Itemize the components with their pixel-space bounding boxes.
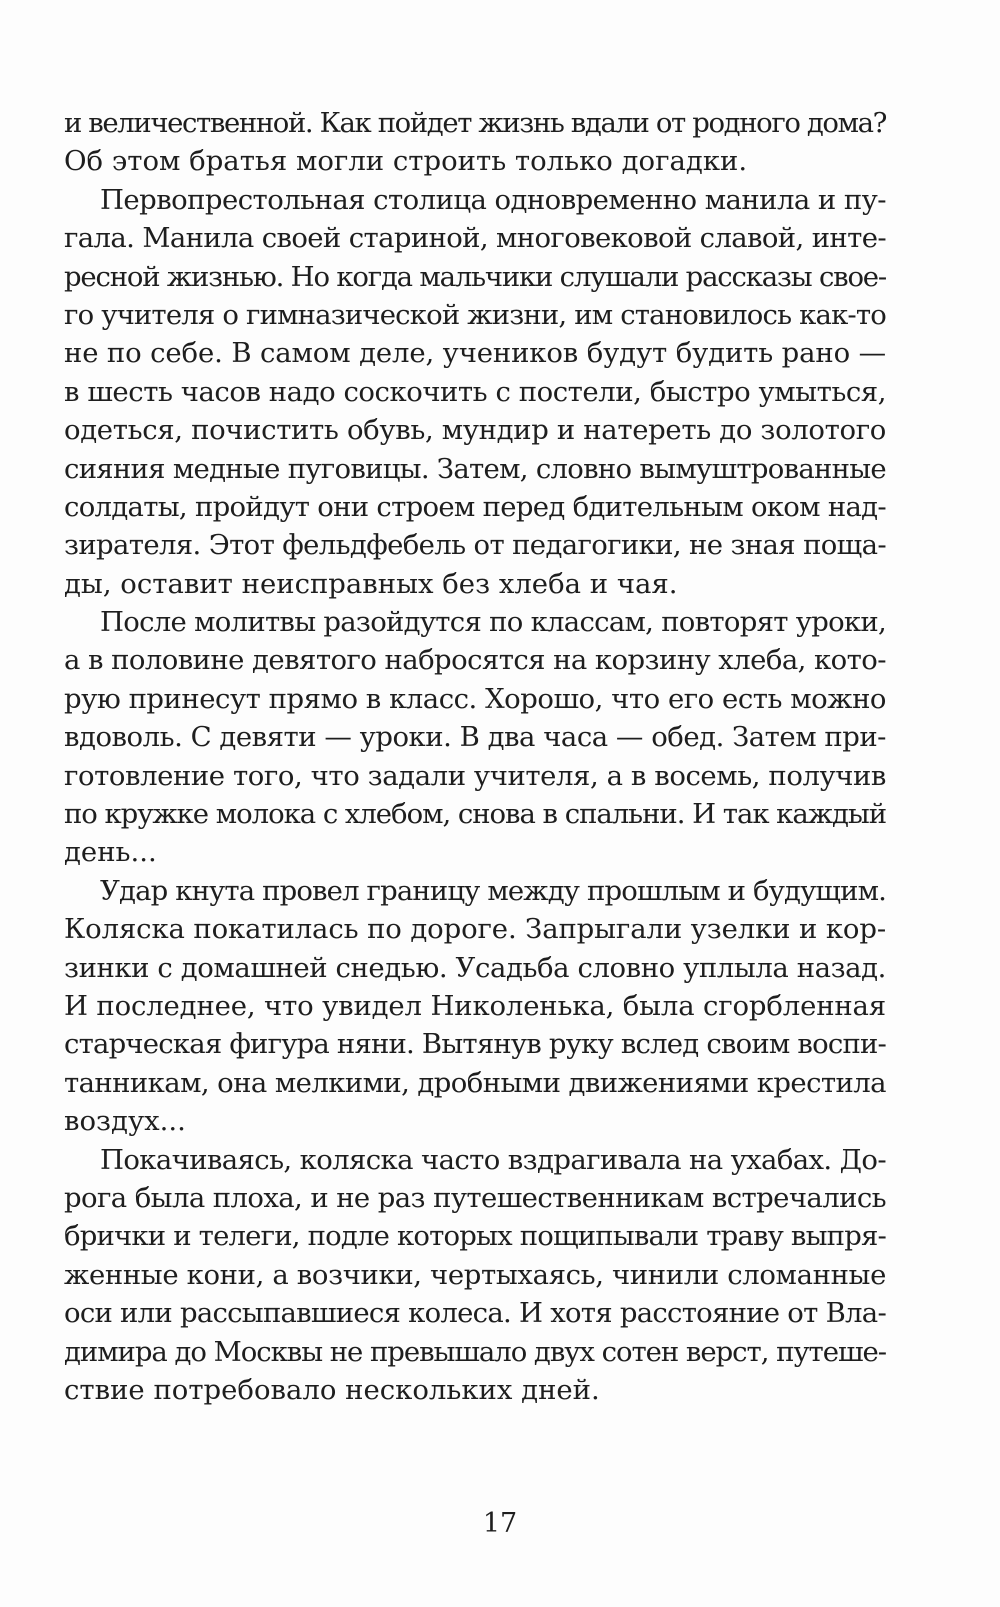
- text-line: а в половине девятого набросятся на корзину хлеба, кото-: [64, 644, 886, 677]
- text-line: Об этом братья могли строить только догадки.: [64, 145, 748, 178]
- text-line: готовление того, что задали учителя, а в восемь, получив: [64, 759, 886, 792]
- text-line: ствие потребовало нескольких дней.: [64, 1373, 600, 1406]
- text-line: вдоволь. С девяти — уроки. В два часа — обед. Затем при-: [64, 721, 886, 754]
- text-line: одеться, почистить обувь, мундир и натереть до золотого: [64, 414, 887, 447]
- text-line: старческая фигура няни. Вытянув руку вслед своим воспи-: [64, 1028, 886, 1061]
- text-line: солдаты, пройдут они строем перед бдительным оком над-: [64, 490, 886, 523]
- paragraph: [64, 181, 886, 603]
- text-line: Удар кнута провел границу между прошлым и будущим.: [100, 874, 886, 907]
- text-line: день...: [64, 836, 157, 869]
- paragraph: [64, 1141, 886, 1410]
- text-line: оси или рассыпавшиеся колеса. И хотя расстояние от Вла-: [64, 1297, 886, 1330]
- text-line: женные кони, а возчики, чертыхаясь, чинили сломанные: [64, 1258, 886, 1291]
- text-line: И последнее, что увидел Николенька, была сгорбленная: [64, 989, 886, 1022]
- text-line: После молитвы разойдутся по классам, повторят уроки,: [100, 606, 886, 639]
- text-line: гала. Манила своей стариной, многовековой славой, инте-: [64, 222, 886, 255]
- paragraph: [64, 104, 886, 181]
- text-line: танникам, она мелкими, дробными движениями крестила: [64, 1066, 886, 1099]
- text-line: воздух...: [64, 1105, 186, 1138]
- text-line: Коляска покатилась по дороге. Запрыгали узелки и кор-: [64, 913, 886, 946]
- text-line: не по себе. В самом деле, учеников будут будить рано —: [64, 337, 886, 370]
- paragraph: [64, 872, 886, 1141]
- text-line: ресной жизнью. Но когда мальчики слушали рассказы свое-: [64, 260, 886, 293]
- paragraph: [64, 603, 886, 872]
- text-line: димира до Москвы не превышало двух сотен верст, путеше-: [64, 1335, 886, 1368]
- text-line: Первопрестольная столица одновременно манила и пу-: [100, 183, 887, 216]
- page-body-text: [64, 104, 886, 1409]
- text-line: рога была плоха, и не раз путешественникам встречались: [64, 1181, 886, 1214]
- text-line: и величественной. Как пойдет жизнь вдали от родного дома?: [64, 107, 886, 139]
- text-line: в шесть часов надо соскочить с постели, быстро умыться,: [64, 375, 886, 408]
- text-line: ды, оставит неисправных без хлеба и чая.: [64, 567, 678, 600]
- text-line: зинки с домашней снедью. Усадьба словно уплыла назад.: [64, 951, 886, 984]
- text-line: Покачиваясь, коляска часто вздрагивала на ухабах. До-: [100, 1143, 887, 1176]
- text-line: брички и телеги, подле которых пощипывали траву выпря-: [64, 1220, 886, 1253]
- text-line: зирателя. Этот фельдфебель от педагогики, не зная поща-: [64, 529, 886, 562]
- text-line: сияния медные пуговицы. Затем, словно вымуштрованные: [64, 452, 886, 485]
- text-line: по кружке молока с хлебом, снова в спальни. И так каждый: [64, 798, 887, 831]
- page-number: 17: [482, 1508, 518, 1539]
- text-line: рую принесут прямо в класс. Хорошо, что его есть можно: [64, 682, 887, 715]
- text-line: го учителя о гимназической жизни, им становилось как-то: [64, 298, 887, 331]
